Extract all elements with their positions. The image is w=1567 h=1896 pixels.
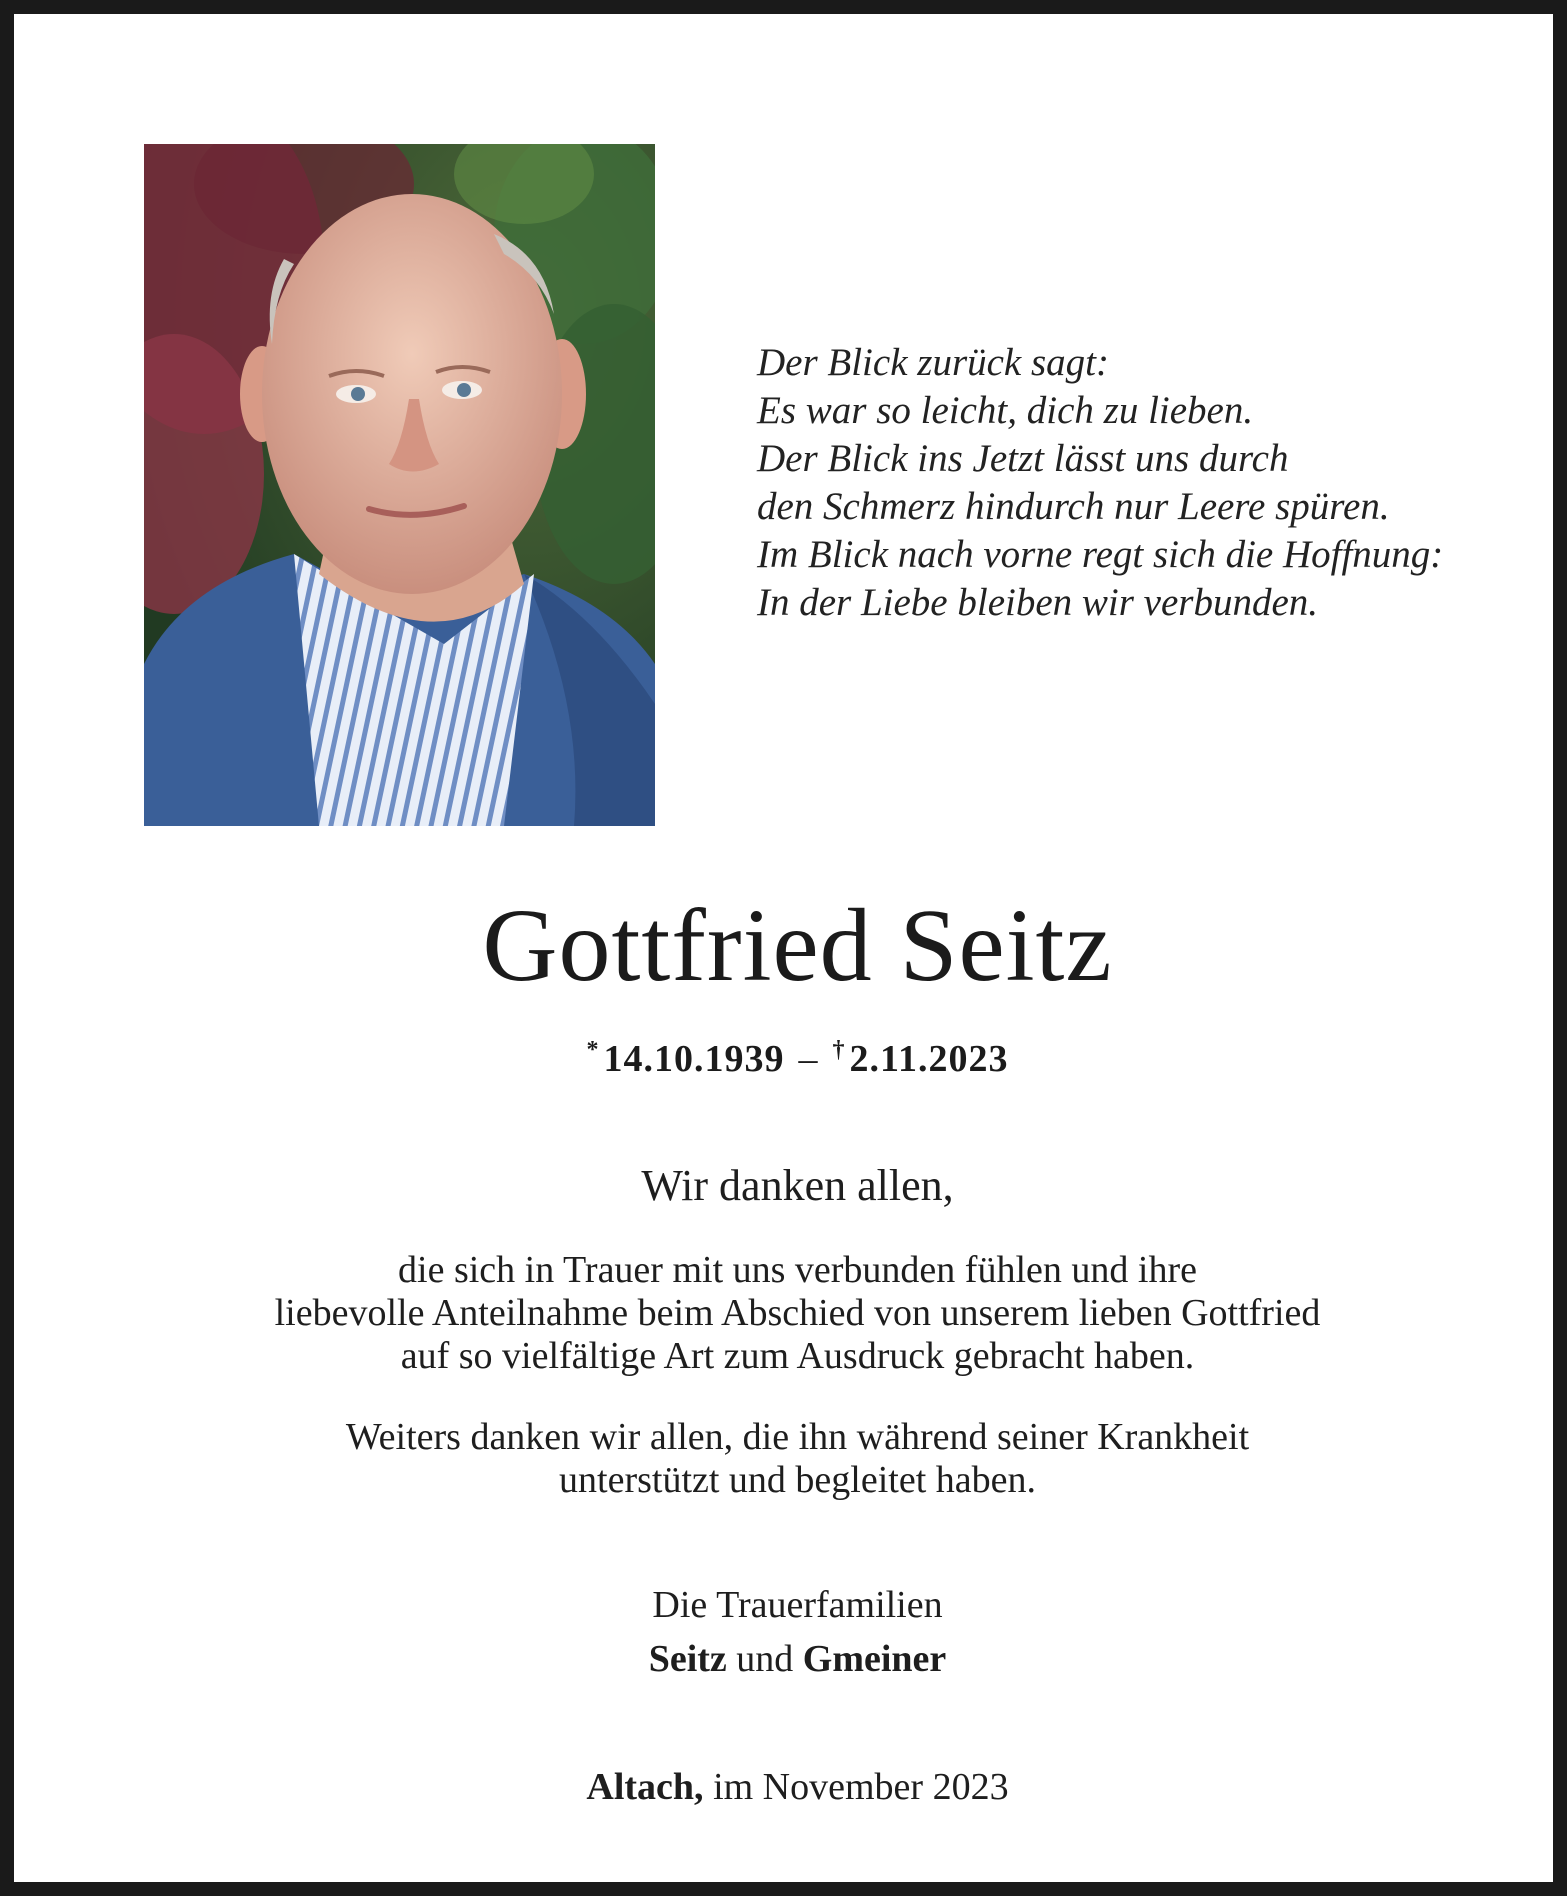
poem-line: Der Blick ins Jetzt lässt uns durch	[757, 437, 1289, 480]
poem-line: Der Blick zurück sagt:	[757, 341, 1109, 384]
date-separator: –	[798, 1038, 819, 1080]
portrait-photo	[144, 144, 655, 826]
death-symbol: †	[832, 1037, 846, 1063]
signature-families	[14, 1635, 1567, 1683]
paragraph-line: die sich in Trauer mit uns verbunden fühlen und ihre	[398, 1249, 1197, 1291]
paragraph-line: liebevolle Anteilnahme beim Abschied von unserem lieben Gottfried	[274, 1292, 1321, 1334]
life-dates	[14, 1026, 1567, 1083]
family-conjunction: und	[736, 1638, 794, 1680]
poem-line: Es war so leicht, dich zu lieben.	[757, 389, 1254, 432]
birth-date: 14.10.1939	[603, 1038, 785, 1080]
place-and-date	[14, 1763, 1567, 1811]
family-name-1: Seitz	[648, 1638, 727, 1680]
family-name-2: Gmeiner	[802, 1638, 947, 1680]
thanks-paragraph-2	[14, 1416, 1567, 1502]
paragraph-line: unterstützt und begleitet haben.	[559, 1459, 1036, 1501]
place: Altach,	[586, 1766, 704, 1808]
signature-label: Die Trauerfamilien	[652, 1584, 943, 1626]
deceased-name: Gottfried Seitz	[482, 888, 1113, 1003]
death-date: 2.11.2023	[849, 1038, 1009, 1080]
paragraph-line: Weiters danken wir allen, die ihn während seiner Krankheit	[345, 1416, 1250, 1458]
birth-symbol: *	[586, 1037, 600, 1063]
thanks-paragraph-1	[14, 1249, 1567, 1378]
paragraph-line: auf so vielfältige Art zum Ausdruck gebracht haben.	[400, 1335, 1195, 1377]
poem	[757, 339, 1517, 627]
poem-line: den Schmerz hindurch nur Leere spüren.	[757, 485, 1390, 528]
poem-line: In der Liebe bleiben wir verbunden.	[757, 581, 1319, 624]
thanks-heading: Wir danken allen,	[641, 1161, 954, 1210]
poem-line: Im Blick nach vorne regt sich die Hoffnung:	[757, 533, 1444, 576]
date: im November 2023	[713, 1766, 1009, 1808]
